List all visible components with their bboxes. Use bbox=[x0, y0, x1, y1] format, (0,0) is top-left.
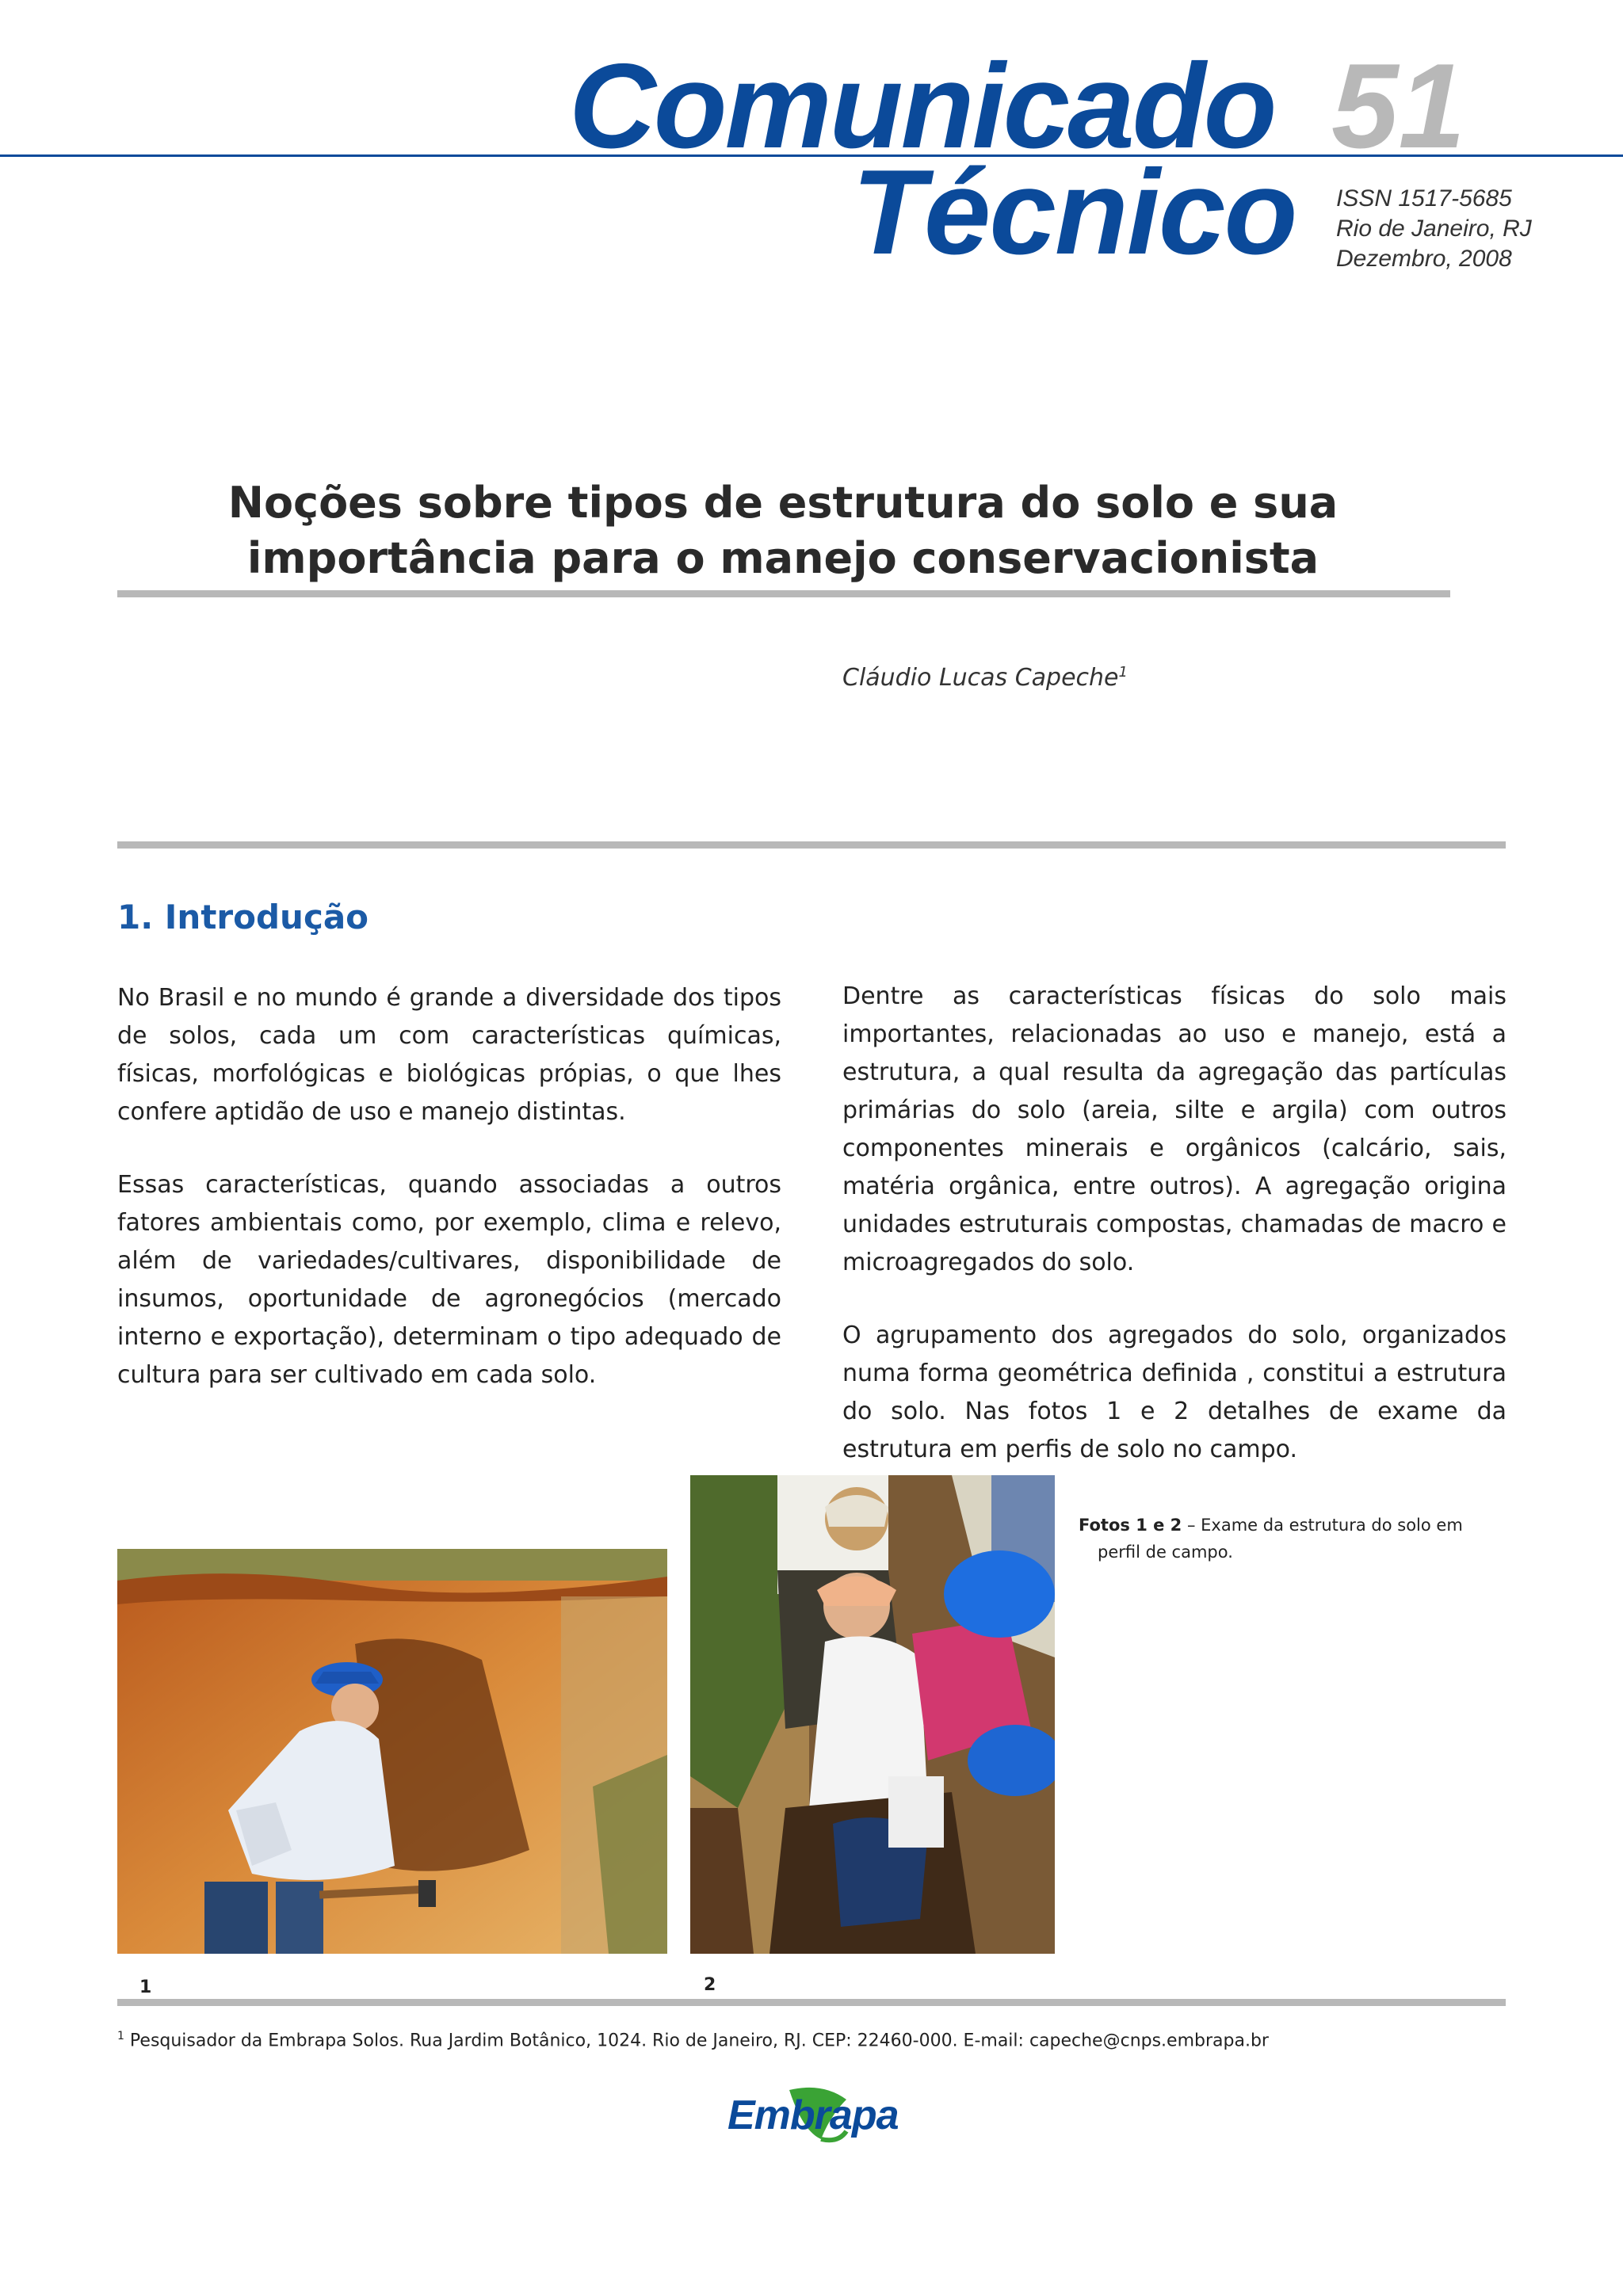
caption-label: Fotos 1 e 2 bbox=[1079, 1516, 1182, 1535]
document-title-line1: Noções sobre tipos de estrutura do solo e sua bbox=[227, 478, 1338, 528]
author-footnote-mark: 1 bbox=[1118, 664, 1128, 681]
photo-2 bbox=[690, 1475, 1055, 1954]
issue-number: 51 bbox=[1331, 39, 1466, 174]
photo-2-number: 2 bbox=[704, 1975, 716, 1995]
document-title-line2: importância para o manejo conservacionista bbox=[246, 533, 1319, 583]
caption-text-line1: Exame da estrutura do solo em bbox=[1201, 1516, 1463, 1535]
paragraph: No Brasil e no mundo é grande a diversidade dos tipos de solos, cada um com características químicas, físicas, morfológicas e biológicas própias, o que lhes confere aptidão de uso e manejo distintas. bbox=[117, 984, 781, 1126]
section-heading: 1. Introdução bbox=[117, 898, 369, 936]
publication-meta bbox=[1336, 184, 1532, 274]
series-title-line1: Comunicado bbox=[569, 39, 1275, 174]
author bbox=[842, 664, 1128, 692]
footnote bbox=[117, 2030, 1269, 2050]
photo-2-image bbox=[690, 1475, 1055, 1954]
series-title-line2: Técnico bbox=[852, 145, 1296, 280]
caption-text-line2: perfil de campo. bbox=[1098, 1543, 1233, 1562]
title-rule bbox=[117, 590, 1450, 597]
publication-date: Dezembro, 2008 bbox=[1336, 246, 1512, 272]
embrapa-logo bbox=[727, 2084, 899, 2155]
right-column bbox=[842, 978, 1507, 1504]
paragraph: Essas características, quando associadas a outros fatores ambientais como, por exemplo, clima e relevo, além de variedades/cultivares, disponibilidade de insumos, oportunidade de agronegócios (mercado interno e exportação), determinam o tipo adequado de cultura para ser cultivado em cada solo. bbox=[117, 1171, 781, 1389]
figure-caption bbox=[1079, 1512, 1491, 1566]
author-rule bbox=[117, 841, 1506, 849]
footnote-text: Pesquisador da Embrapa Solos. Rua Jardim Botânico, 1024. Rio de Janeiro, RJ. CEP: 22460-000. E-mail: capeche@cnps.embrapa.br bbox=[129, 2031, 1269, 2051]
photo-1 bbox=[117, 1549, 667, 1954]
issn: ISSN 1517-5685 bbox=[1336, 185, 1512, 212]
document-title bbox=[117, 475, 1449, 586]
author-name: Cláudio Lucas Capeche bbox=[842, 664, 1119, 692]
embrapa-logo-text: Embrapa bbox=[727, 2092, 899, 2138]
footnote-mark: 1 bbox=[117, 2030, 124, 2042]
caption-dash: – bbox=[1182, 1516, 1201, 1535]
left-column bbox=[117, 979, 781, 1429]
paragraph: O agrupamento dos agregados do solo, organizados numa forma geométrica definida , constitui a estrutura do solo. Nas fotos 1 e 2 detalhes de exame da estrutura em perfis de solo no campo. bbox=[842, 1322, 1507, 1463]
paragraph: Dentre as características físicas do solo mais importantes, relacionadas ao uso e manejo, está a estrutura, a qual resulta da agregação das partículas primárias do solo (areia, silte e argila) com outros componentes minerais e orgânicos (calcário, sais, matéria orgânica, entre outros). A agregação origina unidades estruturais compostas, chamadas de macro e microagregados do solo. bbox=[842, 982, 1507, 1276]
photo-1-number: 1 bbox=[139, 1978, 152, 1997]
photo-1-image bbox=[117, 1549, 667, 1954]
city: Rio de Janeiro, RJ bbox=[1336, 215, 1532, 242]
footnote-rule bbox=[117, 1999, 1506, 2006]
